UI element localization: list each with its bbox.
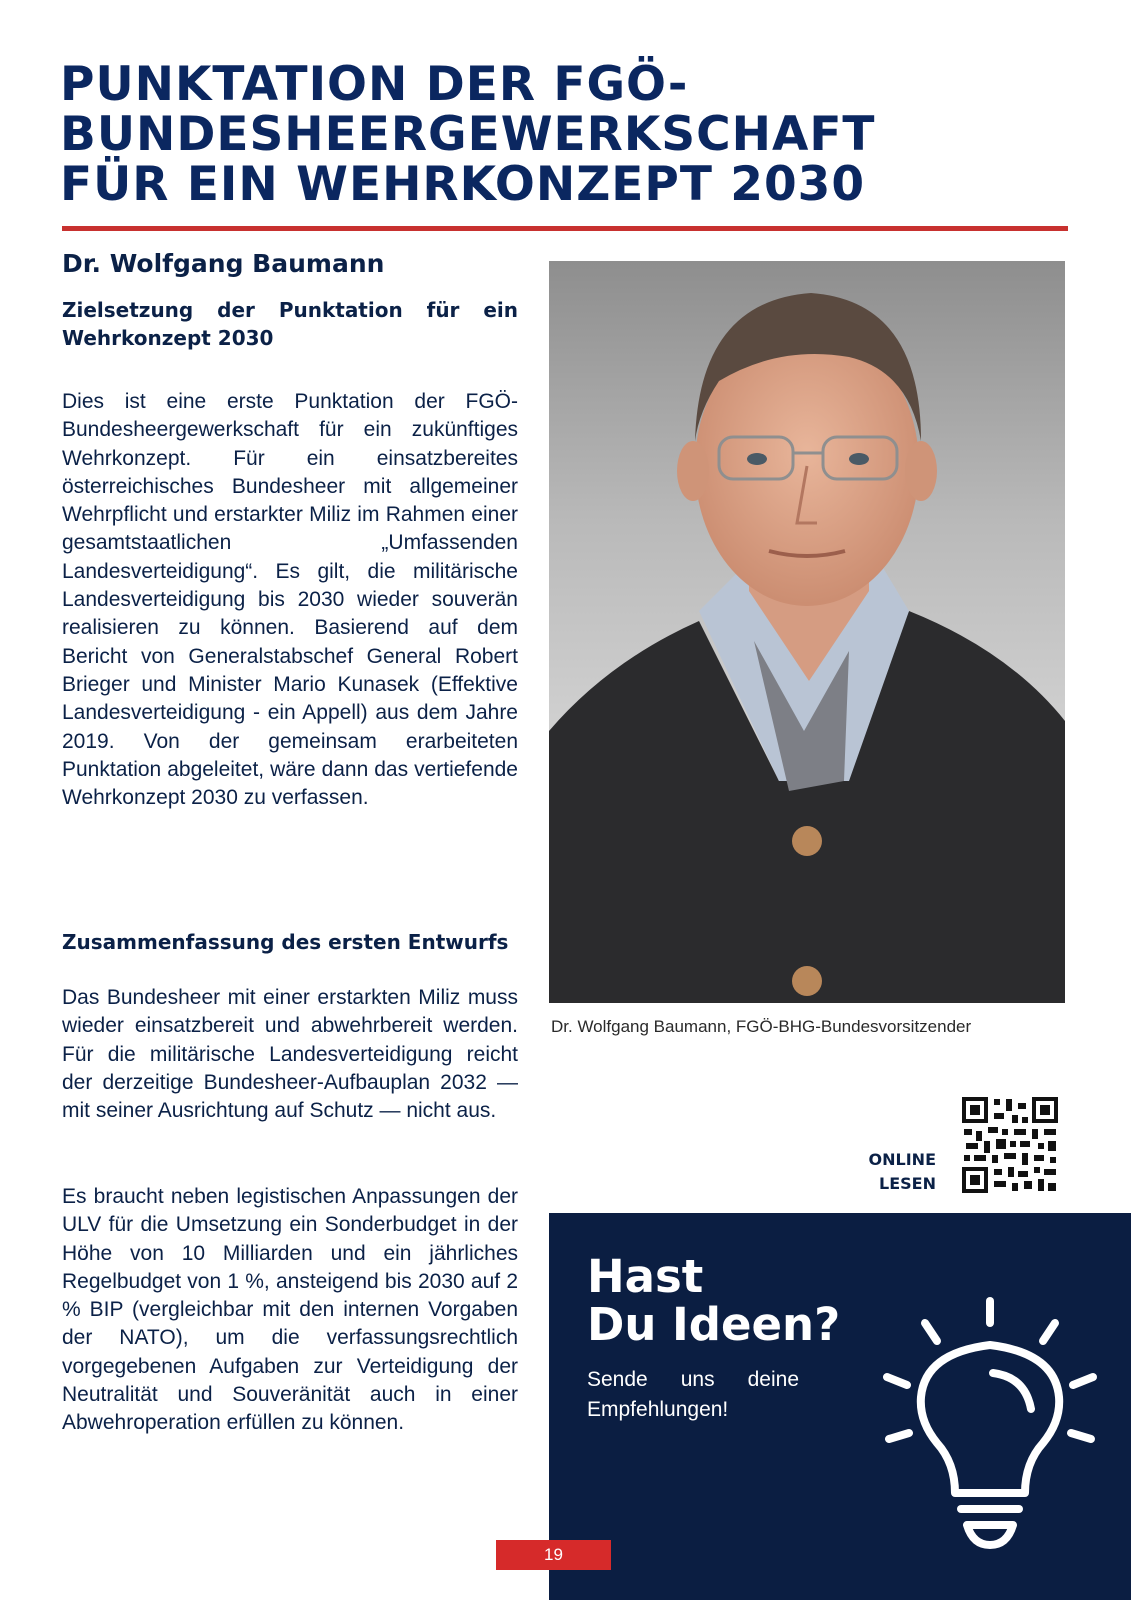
section-goal-body: Dies ist eine erste Punktation der FGÖ-Bundesheergewerkschaft für ein zukünftiges Wehrkonzept. Für ein einsatzbereites österreichisches Bundesheer mit allgemeiner Wehrpflicht und erstarkter Miliz im Rahmen einer gesamtstaatlichen „Umfassenden Landesverteidigung“. Es gilt, die militärische Landesverteidigung bis 2030 wieder souverän realisieren zu können. Basierend auf dem Bericht von Generalstabschef General Robert Brieger und Minister Mario Kunasek (Effektive Landesverteidigung - ein Appell) aus dem Jahre 2019. Von der gemeinsam erarbeiteten Punktation abgeleitet, wäre dann das vertiefende Wehrkonzept 2030 zu verfassen. <box>62 390 518 810</box>
author-photo <box>549 261 1065 1003</box>
ideas-title-line: Du Ideen? <box>587 1298 841 1351</box>
qr-code-icon[interactable] <box>960 1095 1060 1195</box>
author-name: Dr. Wolfgang Baumann <box>62 249 385 278</box>
page-title <box>60 57 1060 212</box>
section-goal-text <box>62 388 518 812</box>
lightbulb-icon <box>875 1293 1105 1563</box>
ideas-panel-text: Sende uns deine Empfehlungen! <box>587 1368 799 1421</box>
page-number: 19 <box>496 1540 611 1570</box>
section-summary-heading: Zusammenfassung des ersten Entwurfs <box>62 930 509 954</box>
online-read-label <box>830 1148 936 1196</box>
title-divider <box>62 226 1068 231</box>
section-summary-body-2: Es braucht neben legistischen Anpassungen der ULV für die Umsetzung ein Sonderbudget in der Höhe von 10 Milliarden und ein jährliches Regelbudget von 1 %, ansteigend bis 2030 auf 2 % BIP (vergleichbar mit den internen Vorgaben der NATO), um die verfassungsrechtlich vorgegebenen Aufgaben zur Verteidigung der Neutralität und Souveränität auch in einer Abwehroperation erfüllen zu können. <box>62 1185 518 1435</box>
read-label: LESEN <box>879 1174 936 1193</box>
section-summary-text-1 <box>62 984 518 1125</box>
section-goal-heading: Zielsetzung der Punktation für ein Wehrkonzept 2030 <box>62 298 518 350</box>
section-summary <box>62 928 518 956</box>
portrait-illustration <box>549 261 1065 1003</box>
title-line: PUNKTATION DER FGÖ- <box>60 57 689 112</box>
section-goal <box>62 296 518 352</box>
title-line: FÜR EIN WEHRKONZEPT 2030 <box>60 157 866 212</box>
photo-caption: Dr. Wolfgang Baumann, FGÖ-BHG-Bundesvorsitzender <box>551 1017 972 1036</box>
ideas-panel <box>549 1213 1131 1600</box>
title-line: BUNDESHEERGEWERKSCHAFT <box>60 107 876 162</box>
section-summary-body-1: Das Bundesheer mit einer erstarkten Miliz muss wieder einsatzbereit und abwehrbereit werden. Für die militärische Landesverteidigung reicht der derzeitige Bundesheer-Aufbauplan 2032 — mit seiner Ausrichtung auf Schutz — nicht aus. <box>62 986 518 1123</box>
ideas-title-line: Hast <box>587 1250 704 1303</box>
online-label: ONLINE <box>868 1150 936 1169</box>
section-summary-text-2 <box>62 1183 518 1438</box>
ideas-panel-title <box>587 1250 841 1351</box>
